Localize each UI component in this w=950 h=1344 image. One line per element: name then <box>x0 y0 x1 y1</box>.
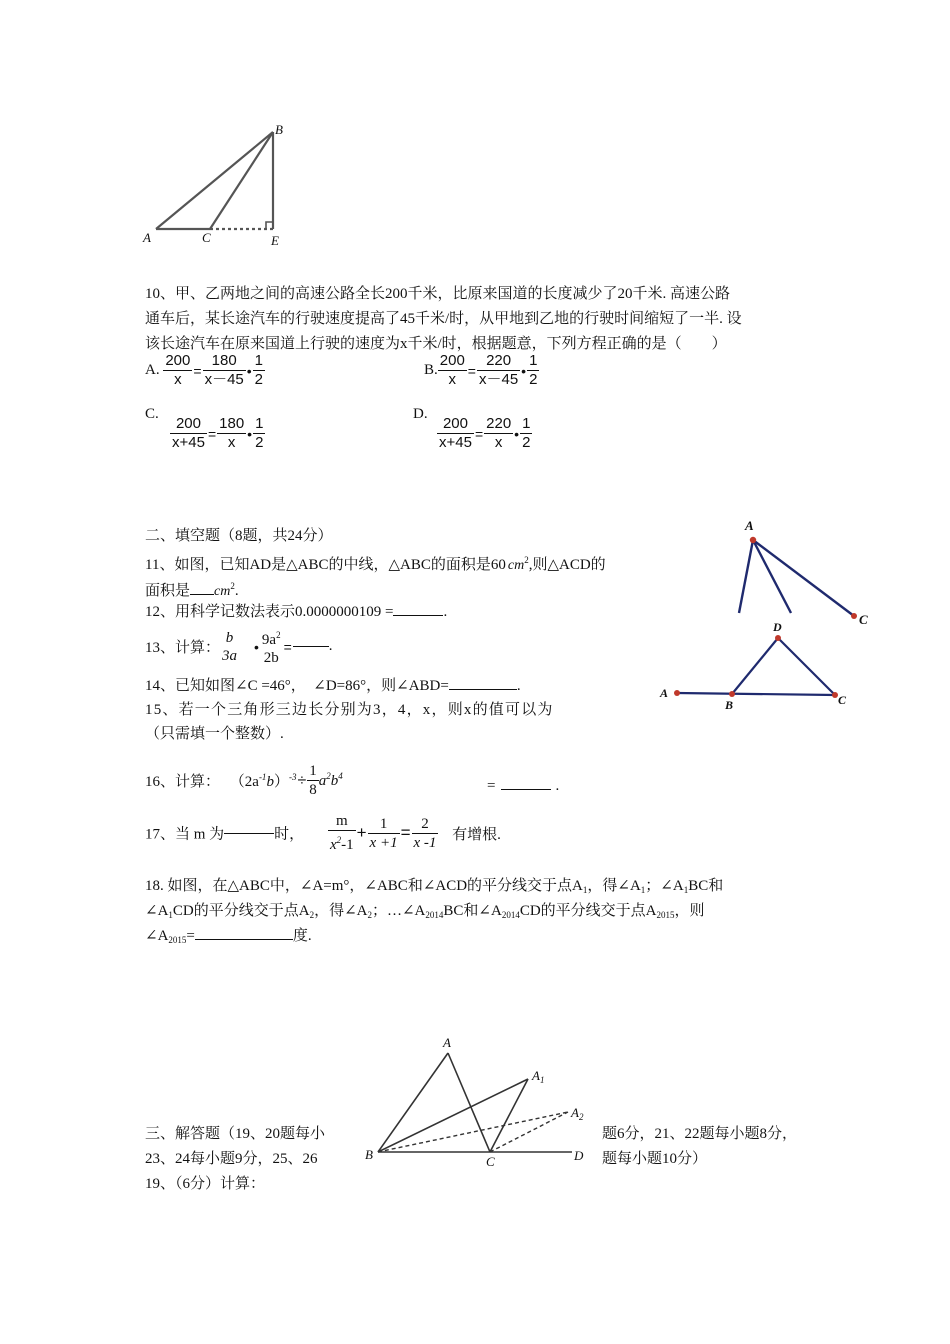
equals-sign: = <box>207 425 217 442</box>
numerator: 1 <box>522 415 531 432</box>
answer-blank[interactable] <box>190 594 214 595</box>
numerator: 200 <box>170 415 207 434</box>
denominator: 2 <box>254 371 263 388</box>
denominator: x -1 <box>413 834 437 851</box>
denominator: x <box>174 371 182 388</box>
numerator: 220 <box>486 415 512 432</box>
fraction <box>170 415 207 452</box>
fraction <box>253 352 265 389</box>
q13 <box>145 626 333 667</box>
point-a <box>674 690 680 696</box>
denominator: $x^2-1$ <box>329 835 354 853</box>
unit-cm: cm <box>214 584 231 599</box>
point-b <box>729 691 735 697</box>
fraction <box>527 352 539 389</box>
q11-line1: 11、如图，已知AD是△ABC的中线，△ABC的面积是60 $cm^2$,则△ACD的 <box>145 555 606 573</box>
q17-prefix: 17、当 m 为 <box>145 826 225 843</box>
dot-operator: • <box>247 425 253 442</box>
label-b: B <box>275 122 283 137</box>
fraction <box>203 352 246 389</box>
label-c: C <box>838 693 847 707</box>
denominator: x +1 <box>369 834 398 851</box>
q13-prefix: 13、计算： <box>145 640 221 656</box>
plus-sign: + <box>356 823 367 842</box>
q10-line1: 10、甲、乙两地之间的高速公路全长200千米，比原来国道的长度减少了20千米. 高速公路 <box>145 286 731 302</box>
segment-ab <box>156 132 273 229</box>
numerator: 2 <box>412 815 439 834</box>
numerator: 1 <box>529 352 538 369</box>
fraction <box>477 352 520 389</box>
denominator: x+45 <box>439 434 472 451</box>
segment-cb <box>210 132 273 229</box>
q16-expression: $(2a^{-1}b)^{-3}$ <box>229 772 297 790</box>
label-a: A <box>143 230 151 245</box>
numerator: 220 <box>477 352 520 371</box>
label-b: B <box>725 698 734 712</box>
fraction <box>307 762 319 799</box>
label-c: C <box>486 1154 495 1169</box>
section-3-line1a: 三、解答题（19、20题每小 <box>145 1126 326 1142</box>
q13-end: . <box>328 638 333 654</box>
segment-ba1 <box>378 1079 528 1152</box>
answer-blank[interactable] <box>449 689 517 690</box>
equals-sign: = <box>400 823 411 842</box>
fraction <box>520 415 532 452</box>
segment-ad <box>753 540 791 613</box>
denominator: x <box>227 434 236 451</box>
label-c: C <box>202 230 211 245</box>
equals-sign: = <box>193 362 202 379</box>
equals-sign: = <box>283 638 292 655</box>
numerator: 200 <box>439 352 465 369</box>
denominator: x－45 <box>204 371 244 388</box>
q11-text-a: 11、如图，已知AD是△ABC的中线，△ABC的面积是60 <box>145 557 506 573</box>
q17-mid: 时， <box>274 826 305 843</box>
segment-ba <box>378 1053 448 1152</box>
unit-cm: cm <box>507 558 525 573</box>
numerator: 180 <box>203 352 246 371</box>
denominator: x－45 <box>478 371 519 388</box>
q10-option-a-label: A. <box>145 362 160 378</box>
q16-term: $a^2b^4$ <box>318 771 343 789</box>
fraction <box>220 629 239 665</box>
fraction <box>328 812 356 854</box>
q14-end: . <box>516 678 521 694</box>
label-d: D <box>773 620 782 634</box>
q10-option-c-label: C. <box>145 406 159 422</box>
segment-dc <box>778 638 835 695</box>
answer-blank[interactable] <box>393 615 443 616</box>
q15-line1: 15、若一个三角形三边长分别为3，4，x，则x的值可以为 <box>145 702 554 718</box>
numerator: 180 <box>219 415 245 432</box>
numerator: 200 <box>165 352 191 369</box>
label-c: C <box>859 612 868 627</box>
q19: 19、（6分）计算： <box>145 1176 266 1192</box>
segment-ca2-dashed <box>490 1112 568 1152</box>
figure-q11 <box>730 518 875 633</box>
numerator: 1 <box>254 352 263 369</box>
numerator: 1 <box>255 415 264 432</box>
q10-option-d-label: D. <box>413 406 428 422</box>
denominator: 8 <box>309 782 317 798</box>
figure-triangle-abce <box>140 118 300 253</box>
q16-end: . <box>555 778 560 794</box>
q16-answer <box>487 776 559 796</box>
denominator: 2 <box>529 371 538 388</box>
answer-blank[interactable] <box>501 789 551 790</box>
q10-option-c <box>170 415 265 452</box>
section-3-line1b: 题6分，21、22题每小题8分， <box>602 1126 798 1142</box>
label-d: D <box>574 1148 584 1163</box>
q10-option-b <box>424 352 539 389</box>
equals-sign: = <box>487 778 496 794</box>
numerator: $9a^2$ <box>261 630 281 648</box>
denominator: 3a <box>222 647 238 664</box>
segment-ca1 <box>490 1079 528 1152</box>
fraction <box>253 415 265 452</box>
q11-text-d: . <box>234 583 239 599</box>
q11-text-c: 面积是 <box>145 583 191 599</box>
fraction <box>438 352 467 389</box>
q18-line3: $\angle A_{2015}=$ 度. <box>145 928 312 945</box>
dot-operator: • <box>254 638 259 655</box>
q18-line1: 18. 如图，在△ABC中，∠A=m°，∠ABC和∠ACD的平分线交于点$A_1$，得$\angle A_1$；$\angle A_1BC$和 <box>145 878 724 895</box>
q10-line3: 该长途汽车在原来国道上行驶的速度为x千米/时，根据题意，下列方程正确的是（ ） <box>145 336 727 352</box>
segment-ab <box>739 540 753 613</box>
figure-q14 <box>655 618 855 713</box>
segment-ac <box>677 693 835 695</box>
denominator: x <box>448 371 457 388</box>
q10-line2: 通车后，某长途汽车的行驶速度提高了45千米/时，从甲地到乙地的行驶时间缩短了一半. 设 <box>145 311 742 327</box>
segment-ac <box>753 540 854 616</box>
fraction <box>437 415 474 452</box>
dot-operator: • <box>246 362 252 379</box>
label-a: A <box>660 686 669 700</box>
fraction <box>217 415 246 452</box>
answer-blank[interactable] <box>293 646 329 647</box>
fraction <box>484 415 513 452</box>
numerator: b <box>225 629 234 646</box>
section-3-line2a: 23、24每小题9分，25、26 <box>145 1151 318 1167</box>
label-b: B <box>365 1147 373 1162</box>
label-a1: $A_1$ <box>532 1068 545 1085</box>
q16-prefix: 16、计算： <box>145 774 221 790</box>
q10-option-d <box>437 415 532 452</box>
label-e: E <box>271 233 279 248</box>
q16 <box>145 762 343 799</box>
q14-text: 14、已知如图∠C =46°， ∠D=86°，则∠ABD= <box>145 678 449 694</box>
segment-bd <box>732 638 778 694</box>
numerator: 1 <box>368 815 400 834</box>
denominator: 2 <box>522 434 531 451</box>
segment-ac <box>448 1053 490 1152</box>
point-d <box>775 635 781 641</box>
fraction <box>368 815 400 852</box>
denominator: 2 <box>255 434 264 451</box>
equals-sign: = <box>474 425 484 442</box>
figure-q18 <box>360 1035 600 1175</box>
divide-sign: ÷ <box>297 771 307 789</box>
dot-operator: • <box>514 425 520 442</box>
section-2-title: 二、填空题（8题，共24分） <box>145 528 333 544</box>
numerator: m <box>328 812 356 831</box>
q17 <box>145 812 501 854</box>
q14 <box>145 676 521 696</box>
segment-ba2-dashed <box>378 1112 568 1152</box>
section-3-line2b: 题每小题10分） <box>602 1151 708 1167</box>
q12-text: 12、用科学记数法表示0.0000000109 = <box>145 604 394 620</box>
point-a <box>750 537 756 543</box>
fraction <box>412 815 439 852</box>
numerator: 200 <box>437 415 474 434</box>
equals-sign: = <box>467 362 476 379</box>
q17-suffix: 有增根. <box>452 826 501 843</box>
denominator: 2b <box>263 650 279 666</box>
label-a2: $A_2$ <box>571 1105 584 1122</box>
dot-operator: • <box>521 362 527 379</box>
denominator: x <box>494 434 503 451</box>
q11-text-b: ,则△ACD的 <box>528 557 606 573</box>
q12-end: . <box>443 604 448 620</box>
answer-blank[interactable] <box>224 833 274 834</box>
q10-option-b-label: B. <box>424 362 438 378</box>
q12 <box>145 602 447 622</box>
denominator: x+45 <box>172 434 205 451</box>
fraction <box>163 352 192 389</box>
label-a: A <box>443 1035 451 1050</box>
q15-line2: （只需填一个整数）. <box>145 726 284 742</box>
label-a: A <box>745 518 754 533</box>
q10-option-a <box>145 352 265 389</box>
q11-line2: 面积是 $cm^2$. <box>145 581 239 599</box>
fraction <box>260 626 283 667</box>
answer-blank[interactable] <box>195 939 293 940</box>
q18-line2: $\angle A_1CD$的平分线交于点$A_2$，得$\angle A_2$；$\dots\angle A_{2014}BC$和$\angle A_{2014}CD$的平分线交于点$A_{2015}$，则 <box>145 903 705 920</box>
numerator: 1 <box>309 763 317 779</box>
